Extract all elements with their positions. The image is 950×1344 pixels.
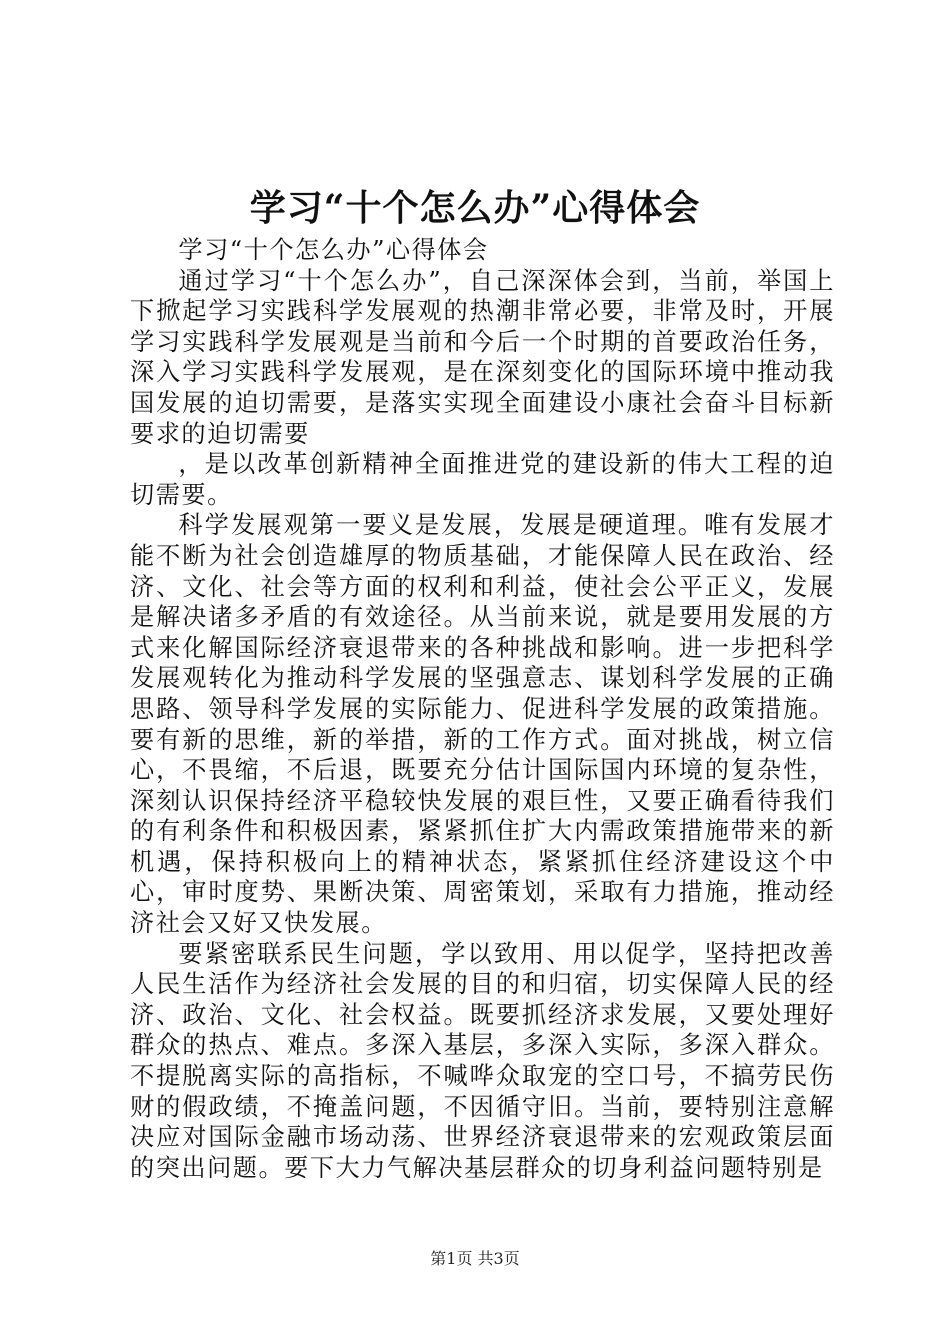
paragraph: 科学发展观第一要义是发展，发展是硬道理。唯有发展才能不断为社会创造雄厚的物质基础，才能保障人民在政治、经济、文化、社会等方面的权利和利益，使社会公平正义，发展是解决诸多矛盾的有效途径。从当前来说，就是要用发展的方式来化解国际经济衰退带来的各种挑战和影响。进一步把科学发展观转化为推动科学发展的坚强意志、谋划科学发展的正确思路、领导科学发展的实际能力、促进科学发展的政策措施。要有新的思维，新的举措，新的工作方式。面对挑战，树立信心，不畏缩，不后退，既要充分估计国际国内环境的复杂性，深刻认识保持经济平稳较快发展的艰巨性，又要正确看待我们的有利条件和积极因素，紧紧抓住扩大内需政策措施带来的新机遇，保持积极向上的精神状态，紧紧抓住经济建设这个中心，审时度势、果断决策、周密策划，采取有力措施，推动经济社会又好又快发展。: [130, 511, 835, 938]
paragraph: 要紧密联系民生问题，学以致用、用以促学，坚持把改善人民生活作为经济社会发展的目的和归宿，切实保障人民的经济、政治、文化、社会权益。既要抓经济求发展，又要处理好群众的热点、难点。多深入基层，多深入实际，多深入群众。不提脱离实际的高指标，不喊哗众取宠的空口号，不搞劳民伤财的假政绩，不掩盖问题，不因循守旧。当前，要特别注意解决应对国际金融市场动荡、世界经济衰退带来的宏观政策层面的突出问题。要下大力气解决基层群众的切身利益问题特别是: [130, 939, 835, 1182]
paragraph: 通过学习“十个怎么办”，自己深深体会到，当前，举国上下掀起学习实践科学发展观的热潮非常必要，非常及时，开展学习实践科学发展观是当前和今后一个时期的首要政治任务，深入学习实践科学发展观，是在深刻变化的国际环境中推动我国发展的迫切需要，是落实实现全面建设小康社会奋斗目标新要求的迫切需要: [130, 266, 835, 448]
paragraph-subtitle: 学习“十个怎么办”心得体会: [178, 236, 489, 264]
paragraph: ，是以改革创新精神全面推进党的建设新的伟大工程的迫切需要。: [130, 450, 835, 509]
document-body: [130, 235, 835, 1183]
document-title: 学习“十个怎么办”心得体会: [249, 187, 701, 229]
page-footer: 第1页 共3页: [430, 1249, 520, 1268]
